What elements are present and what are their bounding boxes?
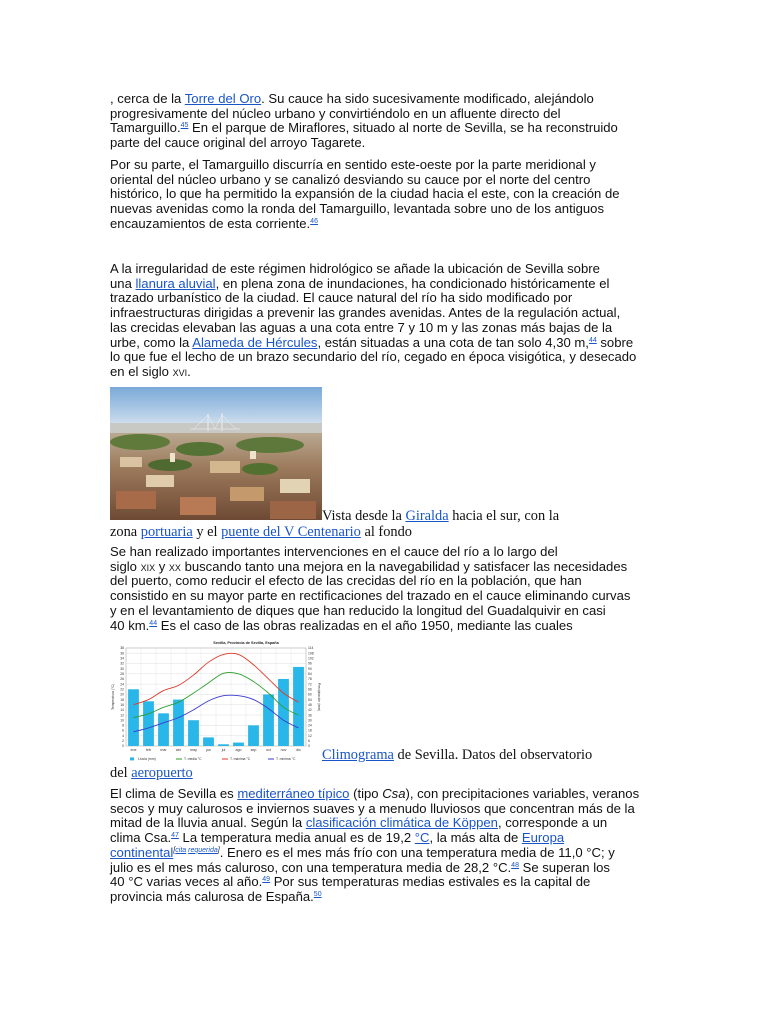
right-tick-label: 24 [308,723,312,728]
climograph-svg [110,638,322,766]
precip-bar [218,744,229,746]
right-tick-label: 90 [308,666,312,671]
left-tick-label: 38 [120,646,124,651]
link-giralda[interactable]: Giralda [405,508,449,524]
text: El clima de Sevilla es [110,786,238,801]
right-tick-label: 54 [308,697,312,702]
text: ), con precipitaciones variables, veranos [405,786,640,801]
photo-caption-line-2 [110,524,412,541]
text: Por sus temperaturas medias estivales es la capital de [270,874,591,890]
precip-bar [128,689,139,746]
text: y el [192,524,222,540]
category-label: ago [235,748,242,752]
precip-bar [263,694,274,746]
link-celsius[interactable]: °C [414,830,430,846]
right-tick-label: 60 [308,692,312,697]
text: , la más alta de [429,830,522,846]
right-tick-label: 18 [308,728,312,733]
right-tick-label: 30 [308,718,312,723]
text-line: A la irregularidad de este régimen hidrológico se añade la ubicación de Sevilla sobre [110,261,600,276]
category-label: nov [280,748,287,752]
left-tick-label: 6 [122,728,124,733]
requerida-link[interactable]: requerida [188,846,218,854]
text: julio es el mes más caluroso, con una temperatura media de 28,2 °C. [110,859,512,875]
link-europa[interactable]: Europa [521,830,565,846]
category-label: feb [146,748,151,752]
text: , están situadas a una cota de tan solo 4,30 m, [317,334,589,350]
text: , cerca de la [110,91,185,106]
text: clima Csa. [110,830,172,846]
text: Se superan los [518,859,610,875]
text-line: infraestructuras dirigidas a prevenir las grandes avenidas. Antes de la regulación actual, [110,305,621,321]
legend-label: T. media °C [184,757,202,761]
category-label: mar [160,748,167,752]
left-tick-label: 20 [120,692,124,697]
text-line: y en el levantamiento de diques que han reducido la longitud del Guadalquivir en casi [110,602,606,618]
link-continental[interactable]: continental [110,844,174,860]
category-label: may [190,748,197,752]
right-tick-label: 84 [308,671,312,676]
text-line: del puerto, como reducir el efecto de las crecidas del río en la población, que han [110,573,582,589]
text: al fondo [360,524,412,540]
precip-bar [278,679,289,746]
reference-link[interactable]: 44 [149,619,158,627]
left-tick-label: 36 [120,651,124,656]
text: en el siglo [110,363,173,379]
left-tick-label: 2 [122,739,124,744]
reference-link[interactable]: 49 [262,876,271,884]
precip-bar [173,700,184,746]
paragraph-5 [110,787,650,905]
text-line: trazado urbanístico de la ciudad. El cauce natural del río ha sido modificado por [110,290,573,306]
right-tick-label: 42 [308,708,312,713]
text: de Sevilla. Datos del observatorio [393,747,593,763]
left-tick-label: 24 [120,682,124,687]
text-line: consistido en su mayor parte en rectificaciones del trazado en el cauce eliminando curvas [110,588,631,604]
text-line: secos y muy calurosos e inviernos suaves y a menudo lluviosos que concentran más de la [110,800,635,816]
text: una [110,275,136,291]
paragraph-3 [110,262,650,380]
link-llanura-aluvial[interactable]: llanura aluvial [135,275,216,291]
link-torre-del-oro[interactable]: Torre del Oro [184,91,262,106]
right-tick-label: 48 [308,702,312,707]
text: siglo [110,558,141,574]
text-line: Por su parte, el Tamarguillo discurría en sentido este-oeste por la parte meridional y [110,157,596,172]
right-tick-label: 0 [308,744,310,749]
legend-label: Lluvia (mm) [138,757,156,761]
link-mediterraneo-tipico[interactable]: mediterráneo típico [237,786,350,801]
reference-link[interactable]: 50 [313,890,322,898]
text-line: Se han realizado importantes intervenciones en el cauce del río a lo largo del [110,544,558,559]
text-line: histórico, lo que ha permitido la expansión de la ciudad hacia el este, con la creación de [110,186,620,202]
reference-link[interactable]: 48 [511,861,519,869]
left-tick-label: 8 [122,723,124,728]
right-tick-label: 108 [308,651,314,656]
reference-link[interactable]: 46 [310,217,318,225]
paragraph-1 [110,92,650,151]
category-label: oct [266,748,271,752]
text: . Enero es el mes más frío con una temperatura media de 11,0 °C; y [219,844,615,860]
climograph-chart[interactable] [110,638,322,766]
text-line: parte del cauce original del arroyo Tagarete. [110,135,366,151]
text: La temperatura media anual es de 19,2 [178,830,415,846]
chart-caption-line-2 [110,765,193,782]
paragraph-2 [110,158,650,232]
century-numeral: xx [168,559,181,574]
text: provincia más calurosa de España. [110,888,314,904]
link-puente-v-centenario[interactable]: puente del V Centenario [221,524,361,540]
right-tick-label: 36 [308,713,312,718]
link-aeropuerto[interactable]: aeropuerto [131,765,193,781]
category-label: sep [250,748,257,752]
left-tick-label: 14 [120,708,124,713]
text-line: las crecidas elevaban las aguas a una cota entre 7 y 10 m y las zonas más bajas de la [110,319,613,335]
legend-swatch [130,757,134,760]
left-tick-label: 34 [120,656,124,661]
citation-needed: [cita requerida] [173,846,220,854]
link-climograma[interactable]: Climograma [322,747,394,763]
y-axis-title-left: Temperatura (°C) [111,683,115,711]
right-tick-label: 114 [308,646,314,651]
text: (tipo [349,786,383,801]
text-line: oriental del núcleo urbano y se canalizó desviando su cauce por el norte del centro [110,171,591,187]
precip-bar [233,743,244,746]
text: y [155,558,169,574]
left-tick-label: 4 [122,733,124,738]
reference-link[interactable]: 45 [180,122,189,130]
precip-bar [188,720,199,746]
left-tick-label: 26 [120,677,124,682]
link-alameda-de-hercules[interactable]: Alameda de Hércules [192,334,318,350]
reference-link[interactable]: 44 [588,336,597,344]
left-tick-label: 12 [120,713,124,718]
right-tick-label: 78 [308,677,312,682]
precip-bar [293,667,304,746]
precip-bar [158,713,169,746]
left-tick-label: 16 [120,702,124,707]
photo-caption [322,508,559,525]
category-label: jul [221,748,226,752]
category-label: jun [206,748,211,752]
precip-bar [143,701,154,746]
left-tick-label: 10 [120,718,124,723]
climate-code: Csa [382,786,406,801]
right-tick-label: 6 [308,739,310,744]
text: encauzamientos de esta corriente. [110,215,311,231]
category-label: abr [175,748,182,752]
text: , en plena zona de inundaciones, ha condicionado históricamente el [215,275,610,291]
y-axis-title-right: Precipitación (mm) [317,682,321,712]
chart-caption [322,747,592,764]
text: buscando tanto una mejora en la navegabilidad y satisfacer las necesidades [180,558,628,574]
text: hacia el sur, con la [448,508,560,524]
link-koppen[interactable]: clasificación climática de Köppen [305,815,498,831]
left-tick-label: 22 [120,687,124,692]
text: mitad de la lluvia anual. Según la [110,815,306,831]
link-portuaria[interactable]: portuaria [140,524,193,540]
precip-bar [203,737,214,746]
century-numeral: xvi [172,364,188,379]
category-label: dic [296,748,301,752]
right-tick-label: 96 [308,661,312,666]
left-tick-label: 28 [120,671,124,676]
sevilla-panorama-image [110,387,322,520]
right-tick-label: 12 [308,733,312,738]
text: , corresponde a un [497,815,608,831]
text: sobre [596,334,634,350]
paragraph-4 [110,545,650,633]
text: 40 °C varias veces al año. [110,874,263,890]
text: del [110,765,132,781]
text: En el parque de Miraflores, situado al norte de Sevilla, se ha reconstruido [188,120,618,136]
category-label: ene [130,748,137,752]
text-line: progresivamente del núcleo urbano y convirtiéndolo en un afluente directo del [110,105,561,121]
legend-label: T. mínima °C [276,757,296,761]
precip-bar [248,725,259,746]
text: . [187,363,191,379]
left-tick-label: 32 [120,661,124,666]
text: zona [110,524,141,540]
text: . Su cauce ha sido sucesivamente modificado, alejándolo [261,91,594,106]
text: Tamarguillo. [110,120,181,136]
right-tick-label: 102 [308,656,314,661]
text-line: nuevas avenidas como la ronda del Tamarguillo, levantada sobre uno de los antiguos [110,201,605,217]
left-tick-label: 18 [120,697,124,702]
text: Vista desde la [322,508,406,524]
chart-title: Sevilla, Provincia de Sevilla, España [213,641,279,645]
sevilla-view-photo[interactable] [110,387,322,520]
text: 40 km. [110,617,150,633]
cita-link[interactable]: cita [175,846,187,854]
text-line: lo que fue el lecho de un brazo secundario del río, cegado en época visigótica, y desecado [110,349,637,365]
text: urbe, como la [110,334,193,350]
right-tick-label: 72 [308,682,312,687]
legend-label: T. máxima °C [230,757,251,761]
right-tick-label: 66 [308,687,312,692]
left-tick-label: 30 [120,666,124,671]
century-numeral: xix [140,559,156,574]
left-tick-label: 0 [122,744,124,749]
reference-link[interactable]: 47 [171,832,179,840]
text: Es el caso de las obras realizadas en el año 1950, mediante las cuales [157,617,573,633]
